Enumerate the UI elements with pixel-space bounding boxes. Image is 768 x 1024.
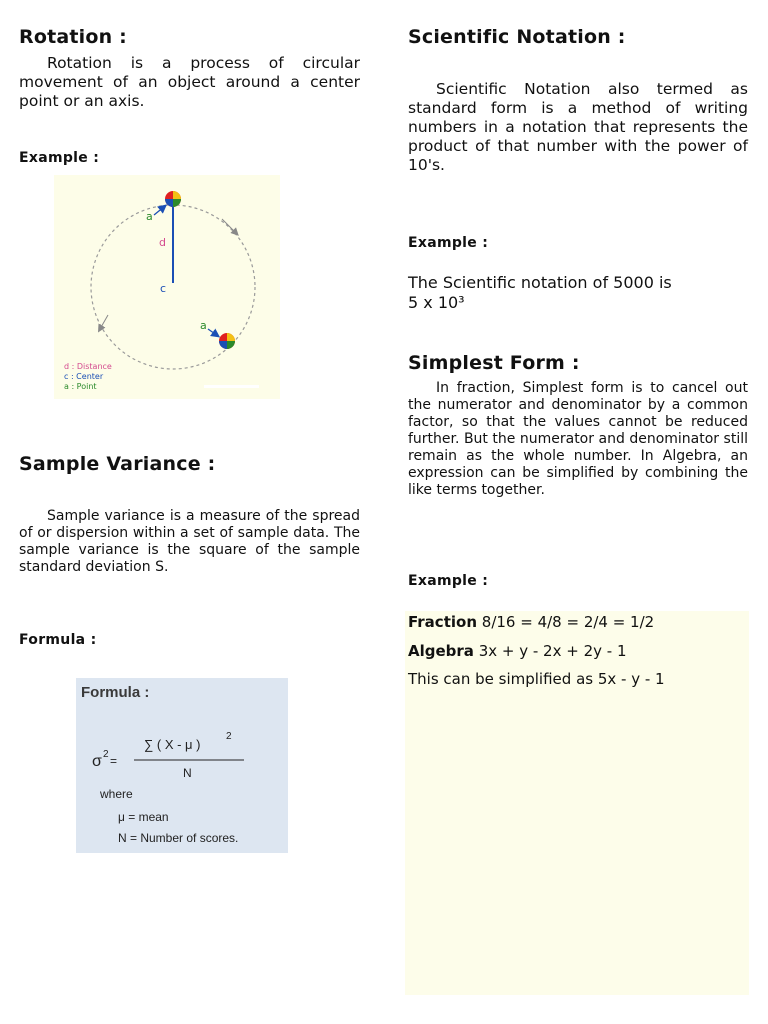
formula-def-mean: μ = mean: [118, 810, 169, 824]
algebra-example: [408, 642, 627, 660]
scientific-example-label: Example :: [408, 235, 489, 251]
label-c: c: [160, 282, 167, 295]
scientific-example-line2: 5 x 10³: [408, 293, 465, 312]
arrow-top-right: [222, 219, 236, 233]
fraction-label: Fraction: [408, 613, 477, 631]
formula-denominator: N: [183, 766, 192, 780]
scientific-notation-heading: Scientific Notation :: [408, 26, 626, 48]
rotation-example-label: Example :: [19, 150, 100, 166]
sigma-symbol: σ: [92, 753, 102, 770]
rotation-diagram: [54, 175, 280, 399]
sample-variance-text: Sample variance is a measure of the spread of or dispersion within a set of sample data. The sample variance is the square of the sample standard deviation S.: [19, 508, 360, 575]
sample-variance-heading: Sample Variance :: [19, 453, 216, 475]
legend-distance: d : Distance: [64, 362, 112, 371]
formula-where: where: [100, 787, 133, 801]
algebra-text: 3x + y - 2x + 2y - 1: [478, 642, 627, 660]
ball-top: [165, 191, 181, 207]
simplest-example-box: [405, 611, 749, 995]
rotation-text: Rotation is a process of circular movement of an object around a center point or an axis.: [19, 54, 360, 110]
fraction-example: [408, 613, 654, 631]
formula-def-n: N = Number of scores.: [118, 831, 239, 845]
formula-image: [76, 678, 288, 853]
legend-point: a : Point: [64, 382, 97, 391]
equals-sign: =: [110, 754, 118, 768]
simplest-example-label: Example :: [408, 573, 489, 589]
figure-edge: [204, 385, 259, 388]
ball-bottom: [219, 333, 235, 349]
formula-numerator: ∑ ( X - μ ): [144, 737, 201, 752]
point-arrow-bottom: [208, 329, 218, 336]
arrow-bottom-left: [100, 315, 108, 329]
algebra-label: Algebra: [408, 642, 474, 660]
rotation-figure: [54, 175, 280, 399]
formula-label: Formula :: [19, 632, 97, 648]
variance-formula: [76, 678, 288, 853]
scientific-example-line1: The Scientific notation of 5000 is: [408, 273, 672, 292]
sigma-exponent: 2: [103, 749, 109, 760]
legend-center: c : Center: [64, 372, 104, 381]
label-a-top: a: [146, 210, 153, 223]
numerator-exponent: 2: [226, 731, 232, 742]
simplified-result: This can be simplified as 5x - y - 1: [408, 670, 665, 688]
formula-title: Formula :: [81, 684, 150, 701]
simplest-form-heading: Simplest Form :: [408, 352, 580, 374]
rotation-heading: Rotation :: [19, 26, 127, 48]
label-a-bottom: a: [200, 319, 207, 332]
simplest-form-text: In fraction, Simplest form is to cancel out the numerator and denominator by a common factor, so that the values cannot be reduced further. But the numerator and denominator still remain as the whole number. In Algebra, an expression can be simplified by combining the like terms together.: [408, 380, 748, 498]
label-d: d: [159, 236, 166, 249]
scientific-notation-text: Scientific Notation also termed as standard form is a method of writing numbers in a notation that represents the product of that number with the power of 10's.: [408, 80, 748, 174]
fraction-text: 8/16 = 4/8 = 2/4 = 1/2: [481, 613, 655, 631]
